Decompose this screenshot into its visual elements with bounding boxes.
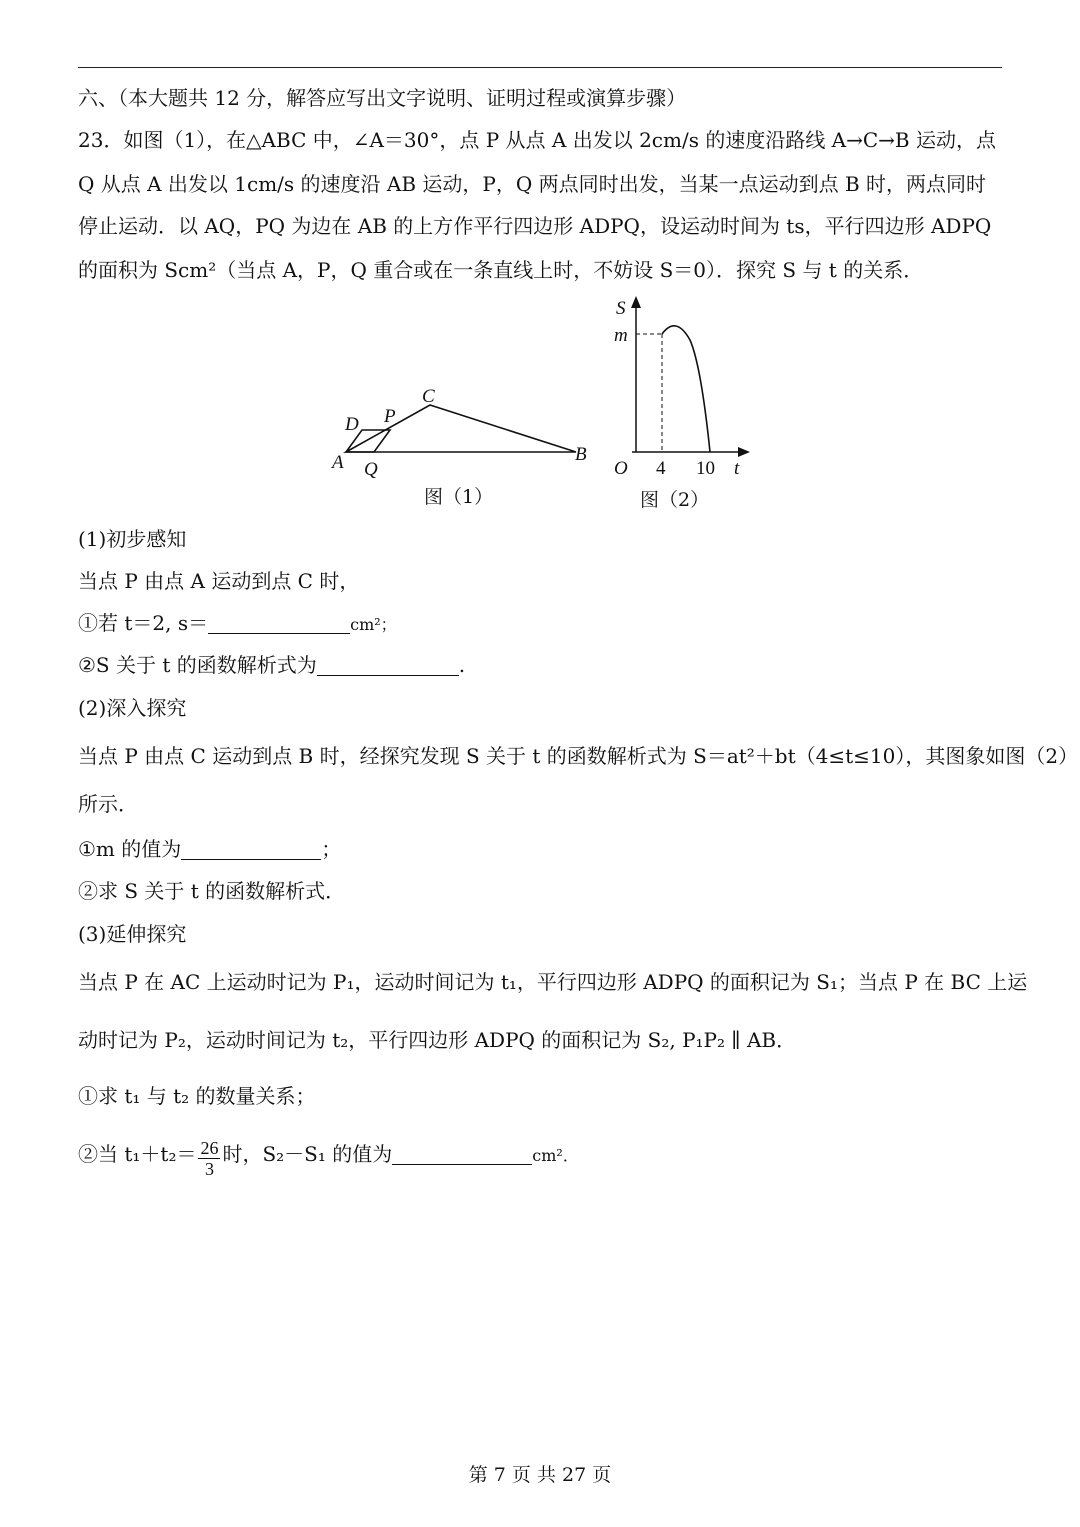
part1-title: (1)初步感知 [78, 527, 187, 551]
answer-blank-2[interactable] [317, 653, 459, 676]
fraction-denominator: 3 [204, 1159, 214, 1179]
part3-intro-2: 动时记为 P₂，运动时间记为 t₂，平行四边形 ADPQ 的面积记为 S₂, P₁P₂ ∥ AB． [78, 1028, 797, 1052]
label-p: P [384, 406, 396, 427]
top-rule [78, 67, 1002, 68]
part2-intro-2: 所示． [78, 792, 138, 816]
part1-q1-prefix: ①若 t＝2, s＝ [78, 611, 209, 635]
label-q: Q [364, 459, 378, 480]
y-axis-arrow [631, 296, 641, 308]
part3-question-1: ①求 t₁ 与 t₂ 的数量关系； [78, 1084, 316, 1108]
part2-title: (2)深入探究 [78, 696, 187, 720]
answer-blank-4[interactable] [392, 1142, 532, 1165]
part1-intro: 当点 P 由点 A 运动到点 C 时， [78, 569, 360, 593]
part3-q2-unit: cm²． [532, 1146, 579, 1165]
part1-question-1 [78, 609, 397, 639]
part2-q1-prefix: ①m 的值为 [78, 837, 182, 861]
label-d: D [345, 414, 359, 435]
figure-2-caption: 图（2） [640, 489, 710, 511]
tick-label-4: 4 [656, 458, 666, 479]
part1-q1-unit: cm²； [350, 615, 397, 634]
part2-intro-1: 当点 P 由点 C 运动到点 B 时，经探究发现 S 关于 t 的函数解析式为 S＝at²＋bt（4≤t≤10），其图象如图（2） [78, 744, 1079, 768]
part2-question-2: ②求 S 关于 t 的函数解析式． [78, 879, 346, 903]
axis-label-s: S [616, 298, 626, 319]
part3-title: (3)延伸探究 [78, 922, 187, 946]
answer-blank-3[interactable] [181, 837, 321, 860]
part1-q2-prefix: ②S 关于 t 的函数解析式为 [78, 653, 317, 677]
label-b: B [575, 444, 587, 465]
part1-q2-suffix: . [458, 653, 466, 677]
figure-1-triangle [326, 380, 606, 485]
answer-blank-1[interactable] [208, 611, 350, 634]
section-header: 六、（本大题共 12 分，解答应写出文字说明、证明过程或演算步骤） [78, 86, 687, 110]
problem-line-1: 23．如图（1），在△ABC 中，∠A＝30°，点 P 从点 A 出发以 2cm/s 的速度沿路线 A→C→B 运动，点 [78, 128, 996, 152]
x-axis-arrow [738, 447, 750, 457]
part2-q1-suffix: ； [321, 837, 342, 861]
part2-question-1 [78, 835, 341, 863]
axis-label-o: O [614, 458, 628, 479]
label-a: A [332, 452, 344, 473]
part3-intro-1: 当点 P 在 AC 上运动时记为 P₁，运动时间记为 t₁，平行四边形 ADPQ 的面积记为 S₁；当点 P 在 BC 上运 [78, 970, 1028, 994]
part3-q2-prefix: ②当 t₁＋t₂＝ [78, 1142, 197, 1166]
part3-q2-mid: 时，S₂－S₁ 的值为 [222, 1142, 393, 1166]
axis-label-t: t [734, 458, 740, 479]
fraction-numerator: 26 [200, 1138, 219, 1158]
page-footer: 第 7 页 共 27 页 [468, 1464, 612, 1486]
problem-line-4: 的面积为 Scm²（当点 A，P，Q 重合或在一条直线上时，不妨设 S＝0）．探究 S 与 t 的关系． [78, 258, 924, 282]
part1-question-2 [78, 651, 465, 679]
tick-label-10: 10 [696, 458, 715, 479]
problem-line-2: Q 从点 A 出发以 1cm/s 的速度沿 AB 运动，P，Q 两点同时出发，当某一点运动到点 B 时，两点同时 [78, 172, 986, 196]
figure-2-graph [606, 290, 766, 485]
triangle-abc [346, 405, 576, 452]
axis-label-m: m [614, 325, 628, 346]
figure-1-caption: 图（1） [424, 486, 494, 508]
problem-line-3: 停止运动．以 AQ，PQ 为边在 AB 的上方作平行四边形 ADPQ，设运动时间为 ts，平行四边形 ADPQ [78, 214, 992, 238]
fraction-26-3 [198, 1138, 220, 1179]
curve-s-of-t [662, 326, 710, 452]
label-c: C [422, 386, 435, 407]
part3-question-2 [78, 1138, 579, 1179]
